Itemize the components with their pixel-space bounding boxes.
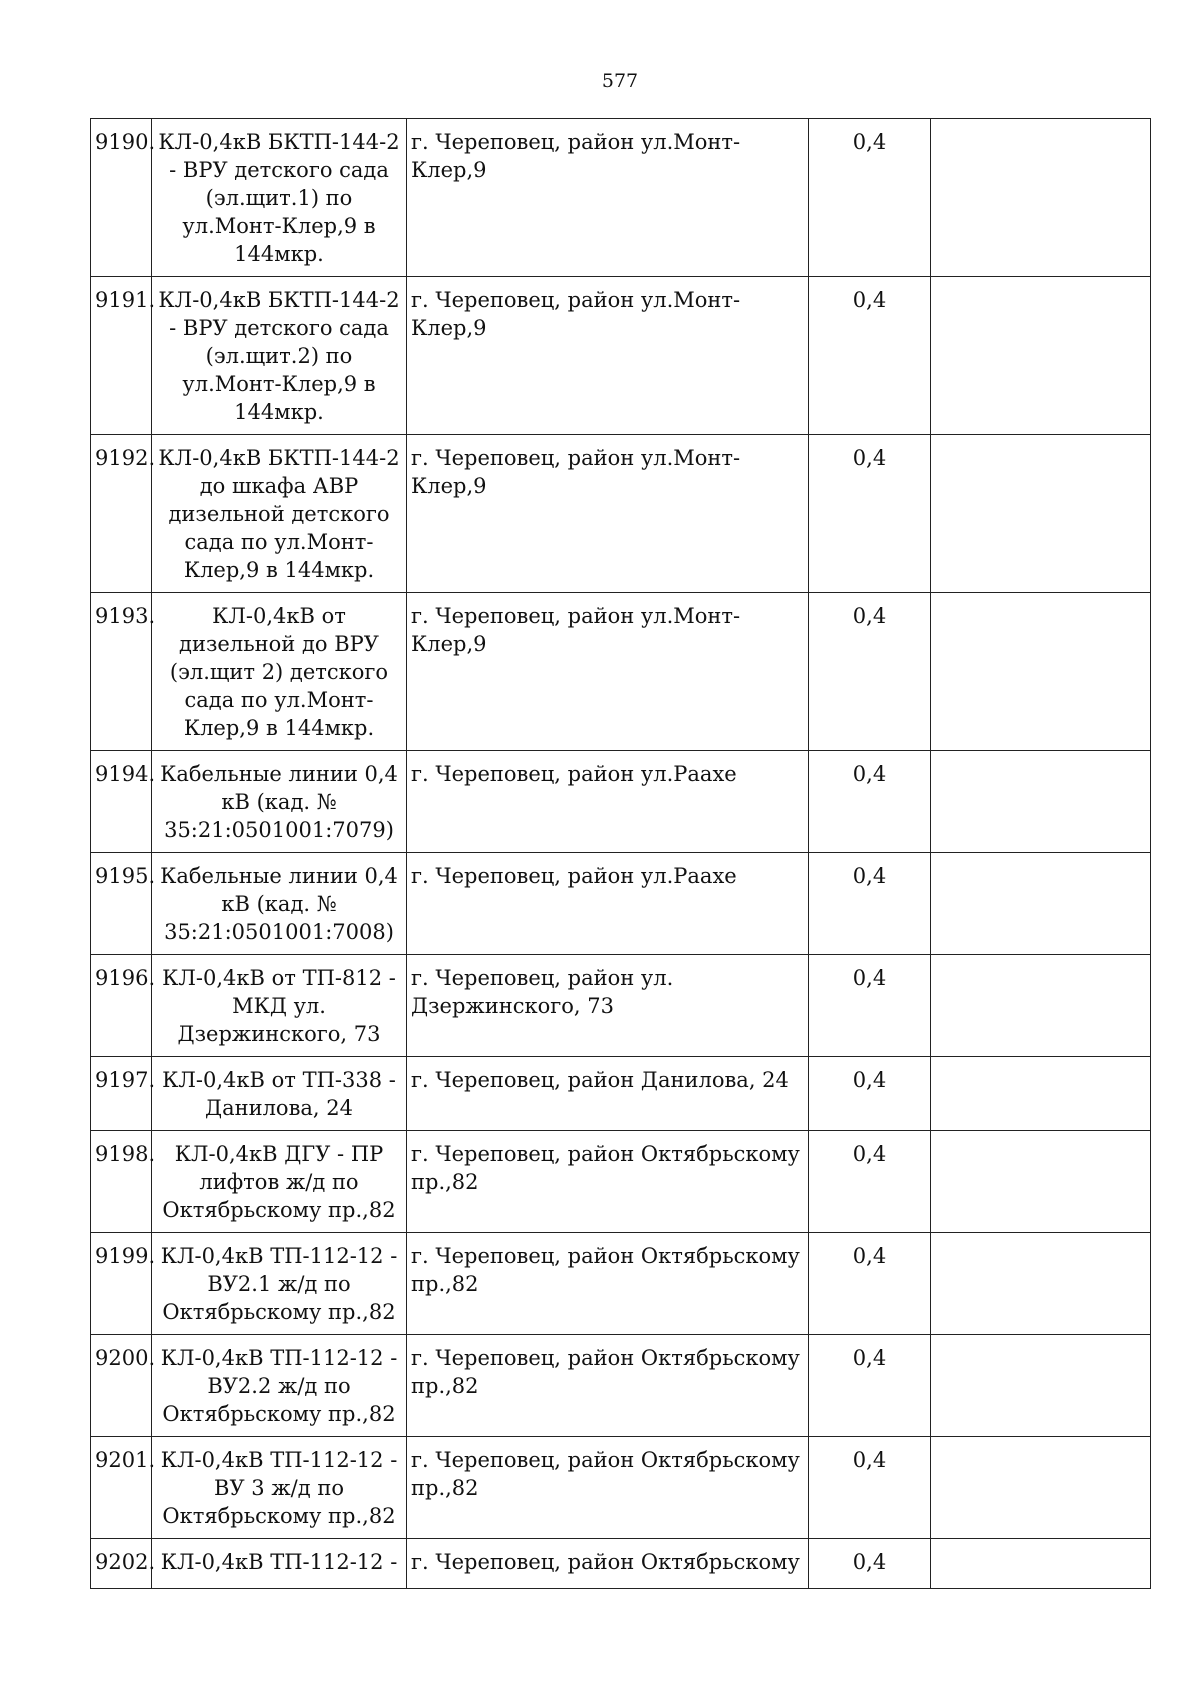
table-row — [91, 1539, 1151, 1589]
line-address: г. Череповец, район Октябрьскому — [407, 1539, 809, 1589]
line-voltage: 0,4 — [809, 955, 931, 1057]
row-number: 9195. — [91, 853, 152, 955]
line-name: КЛ-0,4кВ ТП-112-12 - — [152, 1539, 407, 1589]
line-voltage: 0,4 — [809, 853, 931, 955]
table-row — [91, 1335, 1151, 1437]
row-number: 9190. — [91, 119, 152, 277]
line-name: КЛ-0,4кВ БКТП-144-2 до шкафа АВР дизельной детского сада по ул.Монт-Клер,9 в 144мкр. — [152, 435, 407, 593]
empty-cell — [931, 1131, 1151, 1233]
line-voltage: 0,4 — [809, 435, 931, 593]
line-name: КЛ-0,4кВ БКТП-144-2 - ВРУ детского сада (эл.щит.2) по ул.Монт-Клер,9 в 144мкр. — [152, 277, 407, 435]
row-number: 9192. — [91, 435, 152, 593]
line-name: Кабельные линии 0,4 кВ (кад. № 35:21:0501001:7008) — [152, 853, 407, 955]
line-address: г. Череповец, район ул.Раахе — [407, 853, 809, 955]
line-voltage: 0,4 — [809, 751, 931, 853]
line-address: г. Череповец, район ул. Дзержинского, 73 — [407, 955, 809, 1057]
row-number: 9197. — [91, 1057, 152, 1131]
table-row — [91, 853, 1151, 955]
line-voltage: 0,4 — [809, 1233, 931, 1335]
line-address: г. Череповец, район ул.Монт-Клер,9 — [407, 435, 809, 593]
row-number: 9201. — [91, 1437, 152, 1539]
line-voltage: 0,4 — [809, 593, 931, 751]
line-name: КЛ-0,4кВ от дизельной до ВРУ (эл.щит 2) детского сада по ул.Монт-Клер,9 в 144мкр. — [152, 593, 407, 751]
empty-cell — [931, 1233, 1151, 1335]
empty-cell — [931, 119, 1151, 277]
table-row — [91, 593, 1151, 751]
line-name: КЛ-0,4кВ ДГУ - ПР лифтов ж/д по Октябрьскому пр.,82 — [152, 1131, 407, 1233]
empty-cell — [931, 751, 1151, 853]
line-address: г. Череповец, район Октябрьскому пр.,82 — [407, 1131, 809, 1233]
table-row — [91, 119, 1151, 277]
table-row — [91, 435, 1151, 593]
table-row — [91, 751, 1151, 853]
line-address: г. Череповец, район Октябрьскому пр.,82 — [407, 1437, 809, 1539]
empty-cell — [931, 593, 1151, 751]
line-voltage: 0,4 — [809, 1539, 931, 1589]
line-address: г. Череповец, район ул.Монт-Клер,9 — [407, 277, 809, 435]
row-number: 9191. — [91, 277, 152, 435]
table-row — [91, 1131, 1151, 1233]
line-name: КЛ-0,4кВ БКТП-144-2 - ВРУ детского сада (эл.щит.1) по ул.Монт-Клер,9 в 144мкр. — [152, 119, 407, 277]
table-row — [91, 1057, 1151, 1131]
line-address: г. Череповец, район Данилова, 24 — [407, 1057, 809, 1131]
row-number: 9198. — [91, 1131, 152, 1233]
row-number: 9199. — [91, 1233, 152, 1335]
registry-table — [90, 118, 1151, 1589]
empty-cell — [931, 1335, 1151, 1437]
row-number: 9200. — [91, 1335, 152, 1437]
line-address: г. Череповец, район ул.Монт-Клер,9 — [407, 119, 809, 277]
row-number: 9194. — [91, 751, 152, 853]
table-row — [91, 955, 1151, 1057]
line-name: КЛ-0,4кВ от ТП-812 - МКД ул. Дзержинского, 73 — [152, 955, 407, 1057]
empty-cell — [931, 1057, 1151, 1131]
line-voltage: 0,4 — [809, 277, 931, 435]
row-number: 9196. — [91, 955, 152, 1057]
line-address: г. Череповец, район Октябрьскому пр.,82 — [407, 1335, 809, 1437]
empty-cell — [931, 1539, 1151, 1589]
line-address: г. Череповец, район Октябрьскому пр.,82 — [407, 1233, 809, 1335]
empty-cell — [931, 277, 1151, 435]
line-voltage: 0,4 — [809, 1335, 931, 1437]
empty-cell — [931, 853, 1151, 955]
table-row — [91, 1233, 1151, 1335]
empty-cell — [931, 1437, 1151, 1539]
line-voltage: 0,4 — [809, 1057, 931, 1131]
line-name: КЛ-0,4кВ ТП-112-12 - ВУ2.2 ж/д по Октябрьскому пр.,82 — [152, 1335, 407, 1437]
empty-cell — [931, 955, 1151, 1057]
line-address: г. Череповец, район ул.Раахе — [407, 751, 809, 853]
empty-cell — [931, 435, 1151, 593]
line-voltage: 0,4 — [809, 1437, 931, 1539]
line-address: г. Череповец, район ул.Монт-Клер,9 — [407, 593, 809, 751]
line-voltage: 0,4 — [809, 1131, 931, 1233]
table-row — [91, 277, 1151, 435]
row-number: 9202. — [91, 1539, 152, 1589]
row-number: 9193. — [91, 593, 152, 751]
line-name: Кабельные линии 0,4 кВ (кад. № 35:21:0501001:7079) — [152, 751, 407, 853]
line-voltage: 0,4 — [809, 119, 931, 277]
line-name: КЛ-0,4кВ от ТП-338 - Данилова, 24 — [152, 1057, 407, 1131]
page-number: 577 — [601, 70, 639, 92]
line-name: КЛ-0,4кВ ТП-112-12 - ВУ 3 ж/д по Октябрьскому пр.,82 — [152, 1437, 407, 1539]
line-name: КЛ-0,4кВ ТП-112-12 - ВУ2.1 ж/д по Октябрьскому пр.,82 — [152, 1233, 407, 1335]
table-row — [91, 1437, 1151, 1539]
